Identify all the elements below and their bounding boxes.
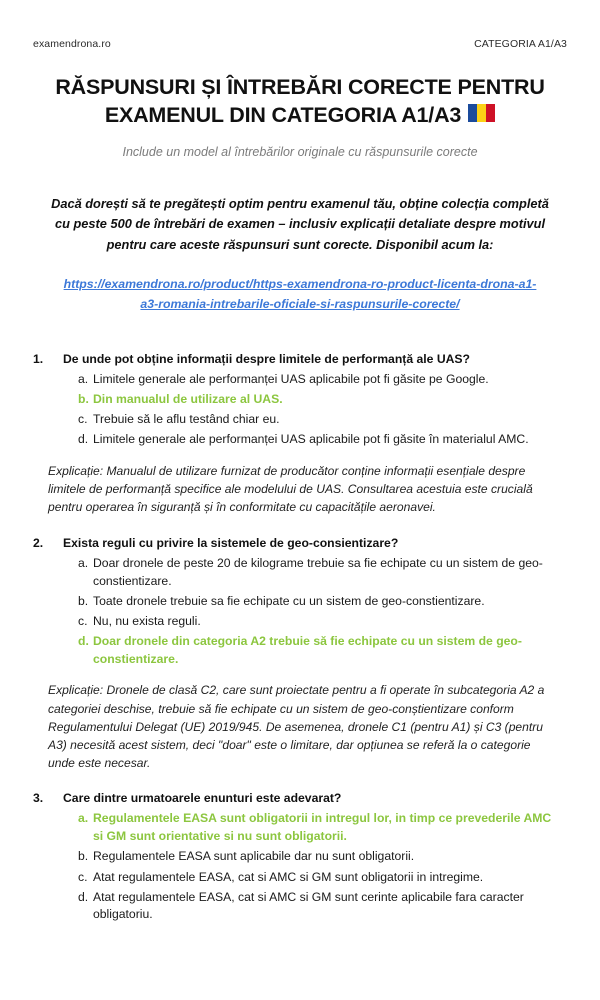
answer-text: Limitele generale ale performanței UAS aplicabile pot fi găsite pe Google. <box>93 371 489 386</box>
answer-explanation: Explicație: Dronele de clasă C2, care sunt proiectate pentru a fi operate în subcategoria A2 a categoriei deschise, trebuie să fie echipate cu un sistem de geo-conștientizare conform Regulamentului Delegat (UE) 2019/945. De asemenea, dronele C1 (pentru A1) și C3 (pentru A3) necesită acest sistem, deci "doar" este o limitare, dar opțiunea se referă la o categorie unde este necesar. <box>48 683 545 771</box>
question-text: De unde pot obține informații despre limitele de performanță ale UAS? <box>63 351 470 366</box>
running-header <box>33 38 567 50</box>
question-row <box>33 351 567 368</box>
promo-paragraph: Dacă dorești să te pregătești optim pentru examenul tău, obține colecția completă cu peste 500 de întrebări de examen – inclusiv explicații detaliate despre motivul pentru care aceste răspunsuri sunt corecte. Disponibil acum la: <box>51 195 549 252</box>
question-number: 2. <box>33 535 44 550</box>
answer-option-correct[interactable] <box>78 633 567 668</box>
answer-letter: d. <box>78 432 89 447</box>
answer-letter: b. <box>78 849 89 864</box>
question-block <box>33 351 567 517</box>
answer-option-correct[interactable] <box>78 391 567 409</box>
answer-options <box>33 555 567 669</box>
romania-flag-icon <box>468 104 495 122</box>
answer-option[interactable] <box>78 411 567 429</box>
answer-option-correct[interactable] <box>78 810 567 845</box>
answer-text: Regulamentele EASA sunt aplicabile dar nu sunt obligatorii. <box>93 849 415 864</box>
answer-option[interactable] <box>78 613 567 631</box>
answer-options <box>33 810 567 924</box>
answer-option[interactable] <box>78 555 567 590</box>
answer-letter: a. <box>78 811 89 826</box>
answer-letter: c. <box>78 613 88 628</box>
title-block <box>33 74 567 162</box>
answer-option[interactable] <box>78 869 567 887</box>
questions-list <box>33 351 567 925</box>
promo-link-container <box>55 275 545 315</box>
answer-letter: a. <box>78 555 89 570</box>
title-line-1: RĂSPUNSURI ȘI ÎNTREBĂRI CORECTE PENTRU <box>55 75 545 99</box>
answer-text: Din manualul de utilizare al UAS. <box>93 392 283 407</box>
answer-option[interactable] <box>78 848 567 866</box>
page-subtitle: Include un model al întrebărilor originale cu răspunsurile corecte <box>122 145 478 160</box>
question-block <box>33 790 567 924</box>
question-number: 3. <box>33 791 44 806</box>
answer-text: Doar dronele de peste 20 de kilograme trebuie sa fie echipate cu un sistem de geo-constientizare. <box>93 555 543 588</box>
answer-explanation: Explicație: Manualul de utilizare furnizat de producător conține informații esențiale despre limitele de performanță specifice ale modelului de UAS. Consultarea acestuia este crucială pentru operarea în siguranță și în conformitate cu capacitățile aeronavei. <box>48 464 533 515</box>
answer-text: Limitele generale ale performanței UAS aplicabile pot fi găsite în materialul AMC. <box>93 432 529 447</box>
answer-letter: a. <box>78 371 89 386</box>
answer-text: Doar dronele din categoria A2 trebuie să fie echipate cu un sistem de geo-constientizare. <box>93 634 522 666</box>
answer-letter: b. <box>78 593 89 608</box>
answer-options <box>33 371 567 449</box>
answer-option[interactable] <box>78 371 567 389</box>
question-number: 1. <box>33 351 44 366</box>
title-line-2: EXAMENUL DIN CATEGORIA A1/A3 <box>104 102 462 127</box>
answer-text: Regulamentele EASA sunt obligatorii in intregul lor, in timp ce prevederile AMC si GM sunt orientative si nu sunt obligatorii. <box>93 811 552 844</box>
answer-letter: b. <box>78 392 89 407</box>
answer-letter: c. <box>78 412 88 427</box>
answer-text: Trebuie să le aflu testând chiar eu. <box>93 412 280 427</box>
question-block <box>33 535 567 773</box>
site-name: examendrona.ro <box>33 38 111 50</box>
answer-text: Toate dronele trebuie sa fie echipate cu un sistem de geo-constientizare. <box>93 593 485 608</box>
answer-option[interactable] <box>78 431 567 449</box>
answer-option[interactable] <box>78 593 567 611</box>
answer-letter: d. <box>78 634 89 649</box>
question-row <box>33 535 567 552</box>
question-text: Care dintre urmatoarele enunturi este adevarat? <box>63 791 342 806</box>
answer-text: Atat regulamentele EASA, cat si AMC si GM sunt cerinte aplicabile fara caracter obligatoriu. <box>93 889 524 922</box>
page-title <box>33 74 567 129</box>
answer-option[interactable] <box>78 889 567 924</box>
answer-letter: c. <box>78 869 88 884</box>
answer-text: Atat regulamentele EASA, cat si AMC si GM sunt obligatorii in intregime. <box>93 869 484 884</box>
promo-link[interactable]: https://examendrona.ro/product/https-examendrona-ro-product-licenta-drona-a1-a3-romania-intrebarile-oficiale-si-raspunsurile-corecte/ <box>63 276 537 311</box>
category-label: CATEGORIA A1/A3 <box>474 38 567 50</box>
question-text: Exista reguli cu privire la sistemele de geo-consientizare? <box>63 535 399 550</box>
answer-text: Nu, nu exista reguli. <box>93 613 201 628</box>
question-row <box>33 790 567 807</box>
answer-letter: d. <box>78 889 89 904</box>
